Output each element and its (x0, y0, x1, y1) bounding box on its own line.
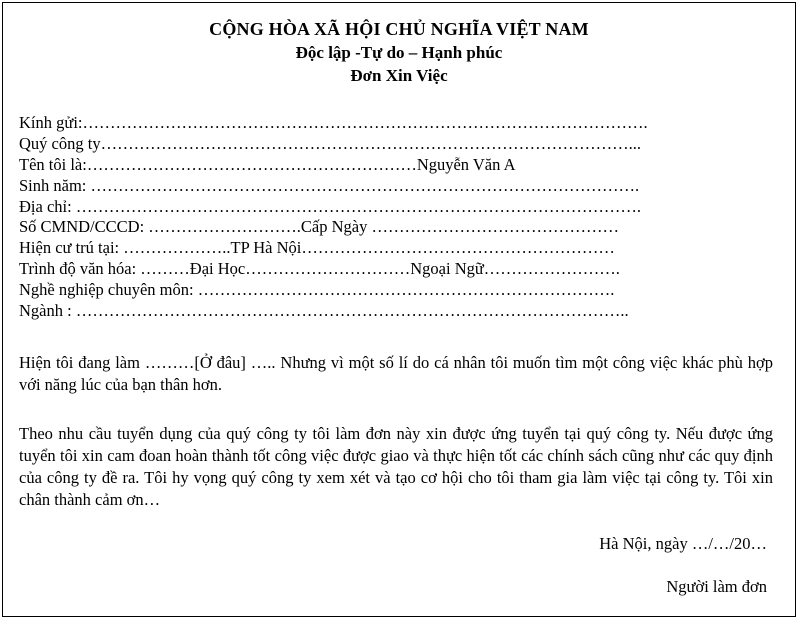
field-industry: Ngành : ……………………………………………………………………………………….. (19, 301, 629, 321)
job-application-form (2, 2, 796, 617)
national-motto: Độc lập -Tự do – Hạnh phúc (295, 43, 503, 62)
signer-label: Người làm đơn (666, 577, 767, 596)
date-line: Hà Nội, ngày …/…/20… (599, 534, 767, 553)
field-company: Quý công ty……………………………………………………………………………………... (19, 133, 641, 153)
field-education: Trình độ văn hóa: ………Đại Học…………………………Ngoại Ngữ……………………. (19, 259, 620, 279)
field-recipient: Kính gửi:…………………………………………………………………………………………. (19, 113, 648, 132)
national-title: CỘNG HÒA XÃ HỘI CHỦ NGHĨA VIỆT NAM (209, 19, 589, 39)
field-id-number: Số CMND/CCCD: ……………………….Cấp Ngày ……………………………………… (19, 217, 619, 237)
field-birth-year: Sinh năm: ………………………………………………………………………………………. (19, 175, 640, 195)
field-residence: Hiện cư trú tại: ………………..TP Hà Nội………………………………………………… (19, 238, 615, 258)
paragraph-application: Theo nhu cầu tuyển dụng của quý công ty tôi làm đơn này xin được ứng tuyển tại quý công ty. Nếu được ứng tuyển tôi xin cam đoan hoàn thành tốt công việc được giao và thực hiện tốt các chính sách cũng như các quy định của công ty đề ra. Tôi hy vọng quý công ty xem xét và tạo cơ hội cho tôi tham gia làm việc tại công ty. Tôi xin chân thành cảm ơn… (19, 424, 773, 509)
paragraph-current-job: Hiện tôi đang làm ………[Ở đâu] ….. Nhưng vì một số lí do cá nhân tôi muốn tìm một công việc khác phù hợp với năng lúc của bạn thân hơn. (19, 353, 773, 394)
field-profession: Nghề nghiệp chuyên môn: …………………………………………………………………. (19, 280, 615, 300)
applicant-info-fields (19, 113, 779, 322)
document-header (3, 17, 795, 87)
document-title: Đơn Xin Việc (350, 66, 448, 85)
field-full-name: Tên tôi là:……………………………………………………Nguyễn Văn A (19, 154, 516, 174)
field-address: Địa chỉ: …………………………………………………………………………………………. (19, 196, 641, 216)
